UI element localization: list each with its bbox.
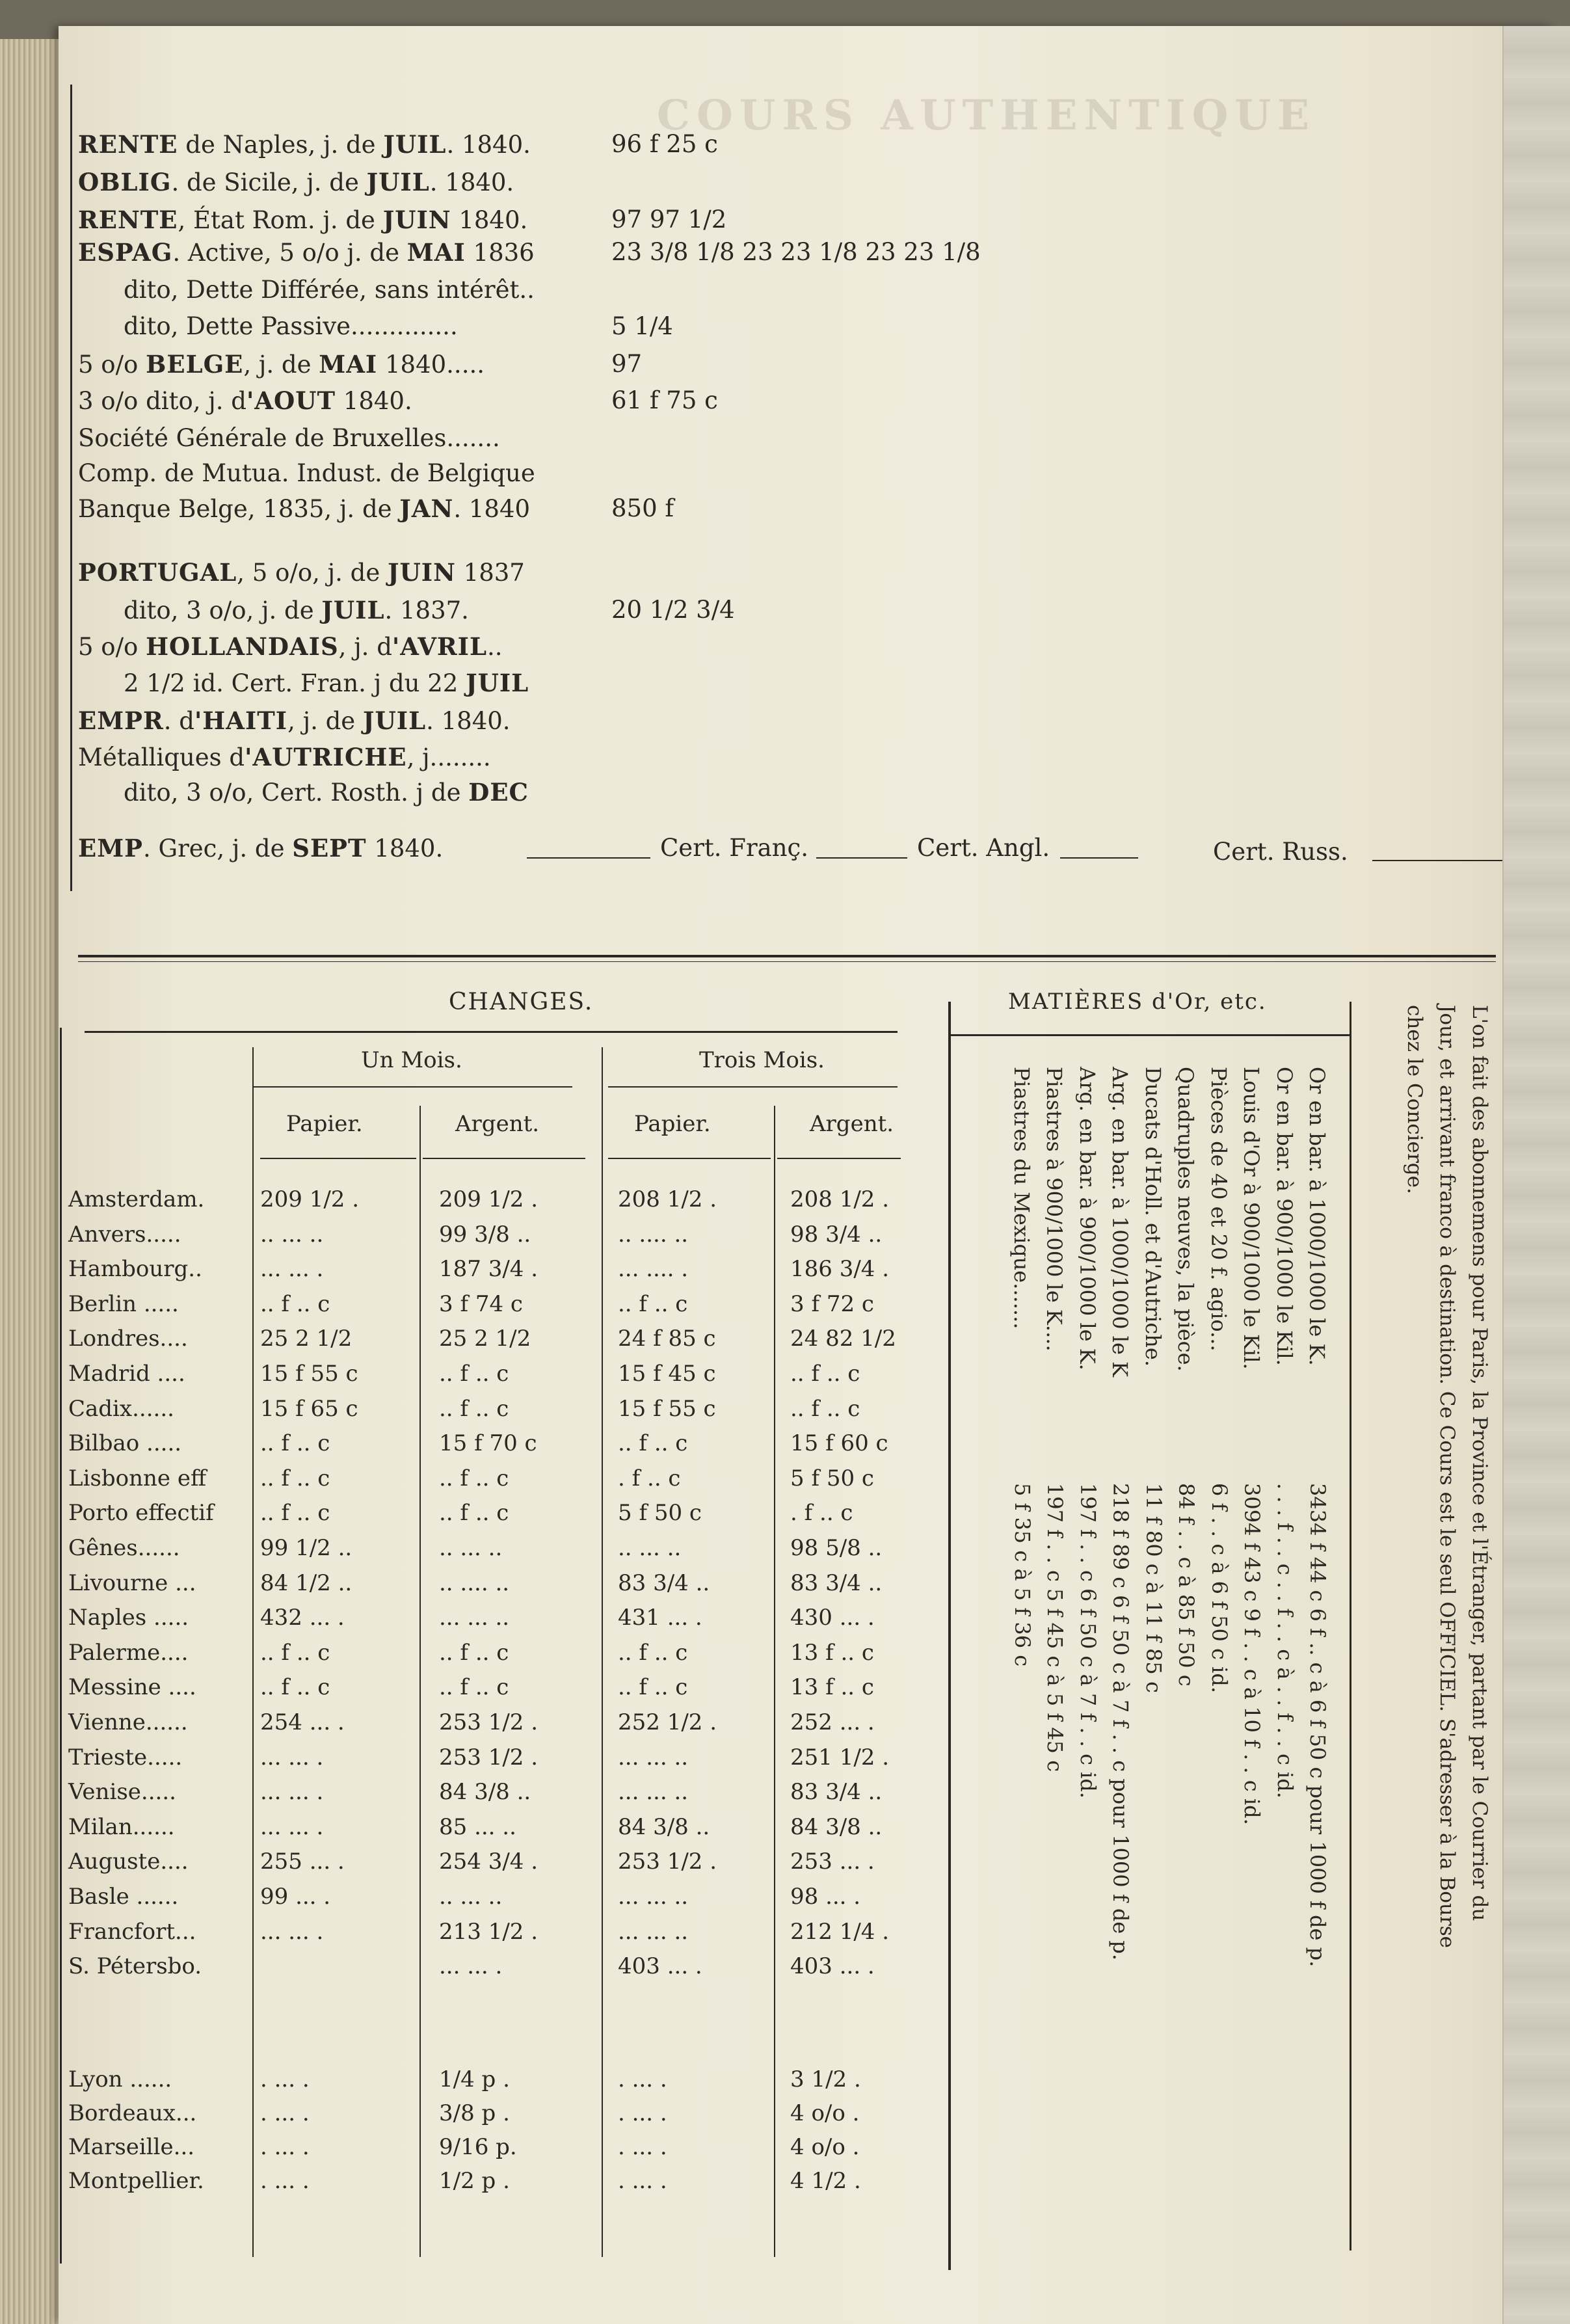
changes-cell: 208 1/2 .: [618, 1186, 717, 1212]
funds-left-rule: [70, 85, 72, 891]
changes-cell: 1/2 p .: [439, 2168, 510, 2194]
fund-label: RENTE, État Rom. j. de JUIN 1840.: [78, 206, 528, 234]
changes-cell: . ... .: [618, 2168, 667, 2194]
cert-russ-line: [1372, 860, 1502, 861]
changes-cell: 186 3/4 .: [790, 1256, 890, 1282]
changes-cell: . ... .: [260, 2168, 310, 2194]
changes-cell: . f .. c: [618, 1465, 681, 1491]
changes-city: Palerme....: [68, 1640, 189, 1666]
changes-city: Trieste.....: [68, 1744, 183, 1770]
fund-value: 96 f 25 c: [611, 130, 718, 158]
changes-title: CHANGES.: [449, 989, 594, 1015]
changes-cell: .. f .. c: [439, 1465, 509, 1491]
changes-city: Francfort...: [68, 1919, 196, 1945]
changes-cell: ... ... .: [260, 1779, 324, 1805]
fund-label: RENTE de Naples, j. de JUIL. 1840.: [78, 130, 531, 159]
changes-cell: 84 1/2 ..: [260, 1570, 353, 1596]
papier-underline-2: [608, 1158, 771, 1159]
changes-cell: 212 1/4 .: [790, 1919, 890, 1945]
changes-cell: .. f .. c: [790, 1396, 860, 1422]
changes-cell: 254 ... .: [260, 1709, 345, 1735]
changes-cell: . ... .: [260, 2100, 310, 2126]
cert-russ-pre-line: [1060, 857, 1138, 859]
changes-cell: ... ... .: [260, 1256, 324, 1282]
fund-label: 2 1/2 id. Cert. Fran. j du 22 JUIL: [124, 669, 529, 697]
cert-angl-label: Cert. Angl.: [917, 834, 1050, 862]
changes-cell: 15 f 45 c: [618, 1361, 716, 1387]
fund-value: 20 1/2 3/4: [611, 596, 735, 624]
notice-line-3: chez le Concierge.: [1403, 1005, 1426, 1194]
changes-cell: 209 1/2 .: [260, 1186, 360, 1212]
fund-value: 61 f 75 c: [611, 386, 718, 414]
changes-cell: . f .. c: [790, 1500, 853, 1526]
matiere-label: Or en bar. à 900/1000 le Kil.: [1272, 1067, 1297, 1366]
argent-header-1: Argent.: [455, 1111, 540, 1137]
changes-cell: . ... .: [260, 2066, 310, 2092]
fund-value: 97 97 1/2: [611, 206, 727, 234]
changes-cell: 99 1/2 ..: [260, 1535, 353, 1561]
changes-cell: 187 3/4 .: [439, 1256, 539, 1282]
papier-header-2: Papier.: [634, 1111, 711, 1137]
changes-cell: 209 1/2 .: [439, 1186, 539, 1212]
changes-cell: .. f .. c: [439, 1361, 509, 1387]
changes-city: S. Pétersbo.: [68, 1953, 202, 1979]
changes-cell: 15 f 55 c: [618, 1396, 716, 1422]
changes-city: Berlin .....: [68, 1291, 179, 1317]
changes-cell: 5 f 50 c: [618, 1500, 702, 1526]
changes-cell: 253 1/2 .: [618, 1849, 717, 1875]
changes-col-sep-2: [602, 1047, 603, 2257]
changes-cell: ... ... ..: [439, 1605, 510, 1631]
changes-cell: 430 ... .: [790, 1605, 875, 1631]
matiere-label: Pièces de 40 et 20 f. agio...: [1206, 1067, 1231, 1352]
matiere-value: 3094 f 43 c 9 f . . c à 10 f . . c id.: [1240, 1483, 1264, 1825]
changes-city: Porto effectif: [68, 1500, 214, 1526]
changes-cell: 83 3/4 ..: [790, 1779, 883, 1805]
fund-label: 5 o/o HOLLANDAIS, j. d'AVRIL..: [78, 632, 503, 661]
changes-matieres-divider: [948, 1002, 951, 2270]
changes-cell: 15 f 65 c: [260, 1396, 358, 1422]
changes-cell: .. f .. c: [618, 1291, 688, 1317]
changes-cell: 25 2 1/2: [260, 1326, 353, 1352]
changes-cell: .. f .. c: [260, 1640, 330, 1666]
changes-cell: .. f .. c: [618, 1674, 688, 1700]
matiere-value: 197 f . . c 6 f 50 c à 7 f . . c id.: [1076, 1483, 1100, 1799]
changes-cell: . ... .: [618, 2134, 667, 2160]
matiere-value: 84 f . . c à 85 f 50 c: [1174, 1483, 1199, 1687]
changes-col-sep-3: [774, 1106, 775, 2257]
changes-cell: 84 3/8 ..: [439, 1779, 531, 1805]
changes-city: Bordeaux...: [68, 2100, 197, 2126]
matiere-value: 5 f 35 c à 5 f 36 c: [1010, 1483, 1035, 1667]
matiere-label: Louis d'Or à 900/1000 le Kil.: [1239, 1067, 1264, 1370]
matiere-label: Arg. en bar. à 1000/1000 le K: [1108, 1067, 1132, 1377]
changes-cell: 24 82 1/2: [790, 1326, 896, 1352]
changes-city: Lisbonne eff: [68, 1465, 207, 1491]
fund-label: 3 o/o dito, j. d'AOUT 1840.: [78, 386, 412, 415]
changes-cell: 3 f 72 c: [790, 1291, 874, 1317]
changes-cell: 403 ... .: [790, 1953, 875, 1979]
changes-cell: . ... .: [618, 2066, 667, 2092]
changes-cell: 98 3/4 ..: [790, 1222, 883, 1248]
changes-cell: 3 1/2 .: [790, 2066, 861, 2092]
changes-cell: .. f .. c: [618, 1640, 688, 1666]
changes-cell: 432 ... .: [260, 1605, 345, 1631]
changes-cell: 15 f 60 c: [790, 1430, 888, 1456]
papier-underline-1: [260, 1158, 416, 1159]
fund-label: dito, Dette Passive..............: [124, 312, 458, 340]
changes-cell: 252 1/2 .: [618, 1709, 717, 1735]
changes-cell: 4 o/o .: [790, 2100, 860, 2126]
cert-angl-line: [816, 857, 907, 859]
changes-cell: .. f .. c: [439, 1674, 509, 1700]
changes-cell: 431 ... .: [618, 1605, 702, 1631]
changes-cell: .. f .. c: [260, 1674, 330, 1700]
fund-label: dito, 3 o/o, j. de JUIL. 1837.: [124, 596, 469, 624]
changes-city: Messine ....: [68, 1674, 196, 1700]
section-separator-top: [78, 955, 1496, 957]
changes-cell: .. ... ..: [439, 1535, 503, 1561]
matiere-label: Ducats d'Holl. et d'Autriche.: [1141, 1067, 1165, 1367]
changes-cell: .. f .. c: [260, 1430, 330, 1456]
matiere-value: 218 f 89 c 6 f 50 c à 7 f . . c pour 1000 f de p.: [1108, 1483, 1133, 1961]
changes-cell: .. .... ..: [618, 1222, 689, 1248]
matieres-title: MATIÈRES d'Or, etc.: [1008, 989, 1267, 1015]
cert-franc-line: [527, 857, 650, 859]
changes-cell: ... .... .: [618, 1256, 689, 1282]
changes-cell: 99 3/8 ..: [439, 1222, 531, 1248]
changes-cell: 253 1/2 .: [439, 1709, 539, 1735]
fund-value: 97: [611, 350, 643, 378]
changes-city: Naples .....: [68, 1605, 189, 1631]
changes-rule-top: [85, 1031, 898, 1033]
fund-label: Banque Belge, 1835, j. de JAN. 1840: [78, 494, 531, 523]
fund-label: PORTUGAL, 5 o/o, j. de JUIN 1837: [78, 558, 525, 587]
changes-cell: 13 f .. c: [790, 1674, 874, 1700]
changes-cell: 99 ... .: [260, 1884, 331, 1910]
argent-underline-1: [423, 1158, 585, 1159]
changes-cell: 98 5/8 ..: [790, 1535, 883, 1561]
fund-label: dito, Dette Différée, sans intérêt..: [124, 276, 535, 304]
changes-cell: .. f .. c: [260, 1465, 330, 1491]
notice-line-2: Jour, et arrivant franco à destination. Ce Cours est le seul OFFICIEL. S'adresser à la Bourse: [1435, 1005, 1459, 1948]
matiere-label: Arg. en bar. à 900/1000 le K.: [1075, 1067, 1100, 1370]
fund-value: 23 3/8 1/8 23 23 1/8 23 23 1/8: [611, 238, 981, 266]
changes-cell: 252 ... .: [790, 1709, 875, 1735]
changes-city: Cadix......: [68, 1396, 174, 1422]
matiere-value: 197 f . . c 5 f 45 c à 5 f 45 c: [1043, 1483, 1067, 1772]
changes-cell: 9/16 p.: [439, 2134, 517, 2160]
changes-city: Montpellier.: [68, 2168, 204, 2194]
matiere-value: 3434 f 44 c 6 f .. c à 6 f 50 c pour 1000 f de p.: [1305, 1483, 1330, 1968]
changes-cell: 4 o/o .: [790, 2134, 860, 2160]
fund-label: Société Générale de Bruxelles.......: [78, 424, 500, 452]
matiere-value: 6 f . . c à 6 f 50 c id.: [1207, 1483, 1232, 1693]
changes-city: Marseille...: [68, 2134, 195, 2160]
mois-underline-2: [608, 1086, 898, 1088]
changes-cell: ... ... .: [260, 1919, 324, 1945]
changes-city: Londres....: [68, 1326, 188, 1352]
changes-city: Gênes......: [68, 1535, 180, 1561]
changes-cell: 403 ... .: [618, 1953, 702, 1979]
changes-city: Bilbao .....: [68, 1430, 182, 1456]
fund-label: 5 o/o BELGE, j. de MAI 1840.....: [78, 350, 485, 379]
changes-cell: 253 1/2 .: [439, 1744, 539, 1770]
changes-cell: ... ... ..: [618, 1744, 689, 1770]
changes-cell: .. f .. c: [439, 1640, 509, 1666]
changes-city: Madrid ....: [68, 1361, 185, 1387]
argent-underline-2: [777, 1158, 901, 1159]
changes-cell: ... ... .: [439, 1953, 503, 1979]
changes-cell: 24 f 85 c: [618, 1326, 716, 1352]
matiere-value: 11 f 80 c à 11 f 85 c: [1141, 1483, 1166, 1693]
fund-label: ESPAG. Active, 5 o/o j. de MAI 1836: [78, 238, 535, 267]
changes-cell: 1/4 p .: [439, 2066, 510, 2092]
fund-label: Métalliques d'AUTRICHE, j........: [78, 743, 491, 771]
changes-cell: 13 f .. c: [790, 1640, 874, 1666]
changes-city: Amsterdam.: [68, 1186, 205, 1212]
changes-cell: 251 1/2 .: [790, 1744, 890, 1770]
changes-col-sep-0: [252, 1047, 254, 2257]
changes-city: Basle ......: [68, 1884, 179, 1910]
matiere-value: . . . f . . c . . f . . c à . . f . . c id.: [1273, 1483, 1297, 1798]
changes-cell: .. .... ..: [439, 1570, 510, 1596]
changes-cell: 15 f 55 c: [260, 1361, 358, 1387]
changes-col-sep-1: [419, 1106, 421, 2257]
changes-city: Hambourg..: [68, 1256, 202, 1282]
changes-city: Venise.....: [68, 1779, 176, 1805]
changes-city: Auguste....: [68, 1849, 189, 1875]
fund-label: EMP. Grec, j. de SEPT 1840.: [78, 834, 444, 862]
changes-cell: .. ... ..: [439, 1884, 503, 1910]
matiere-label: Or en bar. à 1000/1000 le K.: [1305, 1067, 1329, 1366]
changes-city: Lyon ......: [68, 2066, 172, 2092]
changes-cell: 4 1/2 .: [790, 2168, 861, 2194]
changes-city: Anvers.....: [68, 1222, 181, 1248]
changes-cell: ... ... ..: [618, 1884, 689, 1910]
matiere-label: Quadruples neuves, la pièce.: [1173, 1067, 1198, 1372]
argent-header-2: Argent.: [810, 1111, 894, 1137]
changes-cell: 255 ... .: [260, 1849, 345, 1875]
cert-franc-label: Cert. Franç.: [660, 834, 809, 862]
changes-cell: ... ... ..: [618, 1919, 689, 1945]
changes-cell: . ... .: [260, 2134, 310, 2160]
fund-label: dito, 3 o/o, Cert. Rosth. j de DEC: [124, 778, 529, 807]
changes-cell: 83 3/4 ..: [618, 1570, 710, 1596]
changes-city: Milan......: [68, 1814, 175, 1840]
fund-value: 850 f: [611, 494, 674, 522]
changes-city: Vienne......: [68, 1709, 188, 1735]
changes-cell: 5 f 50 c: [790, 1465, 874, 1491]
changes-cell: 254 3/4 .: [439, 1849, 539, 1875]
changes-cell: 208 1/2 .: [790, 1186, 890, 1212]
changes-cell: . ... .: [618, 2100, 667, 2126]
changes-cell: 3 f 74 c: [439, 1291, 523, 1317]
changes-cell: 25 2 1/2: [439, 1326, 531, 1352]
changes-cell: 213 1/2 .: [439, 1919, 539, 1945]
changes-cell: .. ... ..: [618, 1535, 682, 1561]
changes-cell: .. f .. c: [260, 1500, 330, 1526]
changes-cell: .. f .. c: [260, 1291, 330, 1317]
trois-mois-header: Trois Mois.: [699, 1047, 825, 1073]
section-separator-bottom: [78, 961, 1496, 962]
matiere-label: Piastres à 900/1000 le K....: [1042, 1067, 1067, 1352]
changes-cell: 253 ... .: [790, 1849, 875, 1875]
matieres-left-rule: [1350, 1002, 1351, 2251]
changes-cell: .. f .. c: [790, 1361, 860, 1387]
fund-label: OBLIG. de Sicile, j. de JUIL. 1840.: [78, 168, 514, 196]
changes-cell: .. f .. c: [439, 1396, 509, 1422]
papier-header-1: Papier.: [286, 1111, 363, 1137]
adjacent-page-edge: [1502, 26, 1570, 2324]
notice-line-1: L'on fait des abonnemens pour Paris, la Province et l'Étranger, partant par le Courrier du: [1468, 1005, 1491, 1921]
fund-label: Comp. de Mutua. Indust. de Belgique: [78, 459, 535, 487]
changes-cell: 85 ... ..: [439, 1814, 516, 1840]
changes-cell: ... ... ..: [618, 1779, 689, 1805]
changes-cell: .. f .. c: [618, 1430, 688, 1456]
changes-cell: 3/8 p .: [439, 2100, 510, 2126]
changes-city: Livourne ...: [68, 1570, 196, 1596]
changes-cell: 15 f 70 c: [439, 1430, 537, 1456]
mois-underline-1: [254, 1086, 572, 1088]
matieres-rule-top: [951, 1034, 1351, 1036]
changes-cell: ... ... .: [260, 1744, 324, 1770]
changes-cell: .. f .. c: [439, 1500, 509, 1526]
fund-label: EMPR. d'HAITI, j. de JUIL. 1840.: [78, 706, 511, 735]
changes-cell: 83 3/4 ..: [790, 1570, 883, 1596]
fund-value: 5 1/4: [611, 312, 673, 340]
changes-cell: 84 3/8 ..: [790, 1814, 883, 1840]
changes-cell: 98 ... .: [790, 1884, 861, 1910]
matiere-label: Piastres du Mexique.......: [1009, 1067, 1034, 1329]
changes-cell: 84 3/8 ..: [618, 1814, 710, 1840]
un-mois-header: Un Mois.: [361, 1047, 462, 1073]
changes-left-rule: [60, 1028, 62, 2264]
changes-cell: .. ... ..: [260, 1222, 324, 1248]
changes-cell: ... ... .: [260, 1814, 324, 1840]
ghost-title-bleedthrough: COURS AUTHENTIQUE: [657, 91, 1316, 140]
cert-russ-label: Cert. Russ.: [1213, 838, 1348, 866]
